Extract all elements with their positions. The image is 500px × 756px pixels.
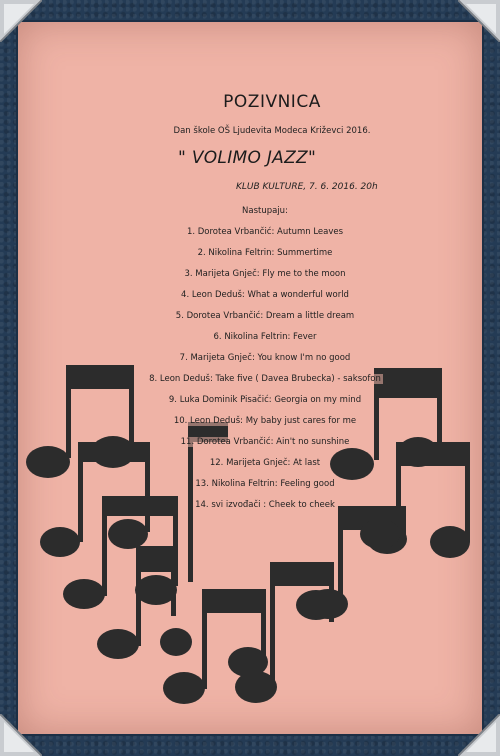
venue-date-time: KLUB KULTURE, 7. 6. 2016. 20h — [236, 182, 378, 192]
program-item: 11. Dorotea Vrbančić: Ain't no sunshine — [180, 437, 350, 447]
program-item: 6. Nikolina Feltrin: Fever — [213, 332, 317, 342]
program-item: 2. Nikolina Feltrin: Summertime — [197, 248, 333, 258]
program-item: 3. Marijeta Gnječ: Fly me to the moon — [184, 269, 346, 279]
performers-label: Nastupaju: — [242, 206, 288, 216]
program-list — [18, 226, 482, 520]
program-item: 7. Marijeta Gnječ: You know I'm no good — [179, 353, 351, 363]
photo-corner-icon — [458, 0, 500, 42]
program-item: 13. Nikolina Feltrin: Feeling good — [195, 479, 335, 489]
event-name: " VOLIMO JAZZ" — [178, 148, 317, 168]
invitation-title: POZIVNICA — [223, 92, 321, 112]
program-item: 10. Leon Deduš: My baby just cares for me — [173, 416, 357, 426]
program-item: 9. Luka Dominik Pisačić: Georgia on my mind — [168, 395, 362, 405]
invitation-content — [18, 22, 482, 734]
photo-corner-icon — [458, 714, 500, 756]
photo-corner-icon — [0, 714, 42, 756]
program-item: 5. Dorotea Vrbančić: Dream a little dream — [175, 311, 355, 321]
program-item: 14. svi izvođači : Cheek to cheek — [195, 500, 335, 510]
program-item: 12. Marijeta Gnječ: At last — [209, 458, 321, 468]
program-item: 1. Dorotea Vrbančić: Autumn Leaves — [186, 227, 344, 237]
school-day-subtitle: Dan škole OŠ Ljudevita Modeca Križevci 2016. — [173, 126, 371, 136]
photo-corner-icon — [0, 0, 42, 42]
program-item: 8. Leon Deduš: Take five ( Davea Brubecka) - saksofon — [149, 374, 381, 384]
program-item: 4. Leon Deduš: What a wonderful world — [181, 290, 349, 300]
